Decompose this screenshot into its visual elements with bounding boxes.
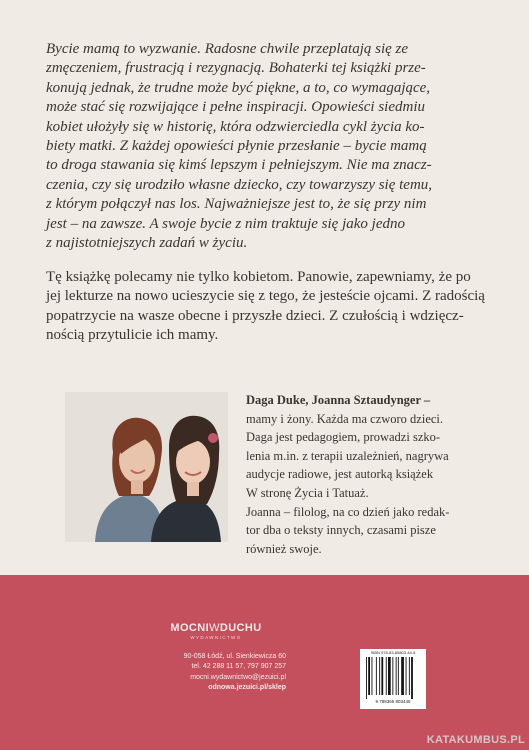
watermark: KATAKUMBUS.PL — [426, 734, 525, 746]
authors-photo-illustration — [65, 392, 228, 542]
publisher-brand — [146, 622, 286, 634]
publisher-contact — [146, 652, 286, 694]
authors-names: Daga Duke, Joanna Sztaudynger – — [246, 393, 431, 407]
barcode-bars — [365, 657, 421, 699]
intro-line: zmęczeniem, frustracją i rezygnacją. Bohaterki tej książki prze- — [46, 60, 426, 77]
barcode-bar — [386, 657, 387, 695]
intro-paragraph — [46, 40, 490, 253]
barcode-bar — [406, 657, 407, 695]
authors-bio-line: Joanna – filolog, na co dzień jako redak- — [246, 504, 450, 519]
publisher-phone: tel. 42 288 11 57, 797 907 257 — [191, 663, 286, 671]
recommendation-line: jej lekturze na nowo ucieszycie się z tego, że jesteście ojcami. Z radością — [46, 288, 485, 305]
isbn-barcode — [360, 649, 426, 709]
brand-part: W — [209, 622, 220, 634]
intro-line: konują jednak, że trudne może być piękne, a to, co wymagające, — [46, 79, 431, 96]
barcode-bar — [409, 657, 410, 695]
authors-bio-line: lenia m.in. z terapii uzależnień, nagrywa — [246, 448, 449, 463]
publisher-email: mocni.wydawnictwo@jezuici.pl — [190, 673, 286, 681]
barcode-bar — [368, 657, 370, 695]
recommendation-line: popatrzycie na wasze obecne i przyszłe dzieci. Z czułością i wdzięcz- — [46, 307, 464, 324]
barcode-bar — [372, 657, 373, 695]
barcode-bar — [376, 657, 377, 695]
authors-photo — [65, 392, 228, 542]
isbn-number: ISBN 978-83-65803-44-5 — [370, 650, 416, 655]
barcode-bar — [392, 657, 393, 695]
barcode-bar — [381, 657, 383, 695]
authors-bio-line: tor dba o teksty innych, czasami pisze — [246, 523, 436, 538]
barcode-bar — [379, 657, 380, 695]
barcode-bar — [366, 657, 367, 699]
publisher-logo — [146, 622, 286, 640]
barcode-digits: 9 788365 803445 — [375, 699, 411, 704]
authors-bio — [246, 391, 490, 558]
brand-part: DUCHU — [219, 622, 262, 634]
recommendation-paragraph — [46, 268, 490, 346]
intro-line: Bycie mamą to wyzwanie. Radosne chwile przeplatają się ze — [46, 41, 409, 57]
publisher-address: 90-058 Łódź, ul. Sienkiewicza 60 — [183, 653, 286, 660]
intro-line: z którym połączył nas los. Najważniejsze jest to, że się przy nim — [46, 196, 427, 213]
authors-bio-line: W stronę Życia i Tatuaż. — [246, 485, 369, 500]
intro-line: biety matki. Z każdej opowieści płynie przesłanie – bycie mamą — [46, 138, 427, 155]
intro-line: z najistotniejszych zadań w życiu. — [46, 235, 248, 252]
authors-bio-line: również swoje. — [246, 541, 322, 556]
recommendation-line: nością przytulicie ich mamy. — [46, 327, 219, 344]
intro-line: jest – na zawsze. A swoje bycie z nim traktuje się jako jedno — [46, 215, 405, 232]
intro-line: czenia, czy się urodziło własne dziecko, czy towarzyszy się temu, — [46, 176, 433, 193]
barcode-bar — [401, 657, 404, 695]
authors-bio-line: audycje radiowe, jest autorką książek — [246, 467, 434, 482]
barcode-bar — [398, 657, 399, 695]
publisher-brand-subtitle: WYDAWNICTWO — [190, 635, 242, 640]
intro-line: to droga stawania się kimś lepszym i pełniejszym. Nie ma znacz- — [46, 157, 432, 174]
authors-bio-line: Daga jest pedagogiem, prowadzi szko- — [246, 430, 441, 445]
barcode-bar — [396, 657, 397, 695]
authors-bio-line: mamy i żony. Każda ma czworo dzieci. — [246, 411, 444, 426]
intro-line: kobiet ułożyły się w historię, która odzwierciedla cykl życia ko- — [46, 118, 425, 135]
barcode-bar — [411, 657, 413, 699]
barcode-bar — [388, 657, 391, 695]
intro-line: może stać się rozwijające i pełne inspiracji. Opowieści siedmiu — [46, 99, 425, 116]
publisher-shop-link: odnowa.jezuici.pl/sklep — [208, 684, 286, 692]
recommendation-line: Tę książkę polecamy nie tylko kobietom. Panowie, zapewniamy, że po — [46, 269, 471, 285]
brand-part: MOCNI — [170, 622, 210, 634]
